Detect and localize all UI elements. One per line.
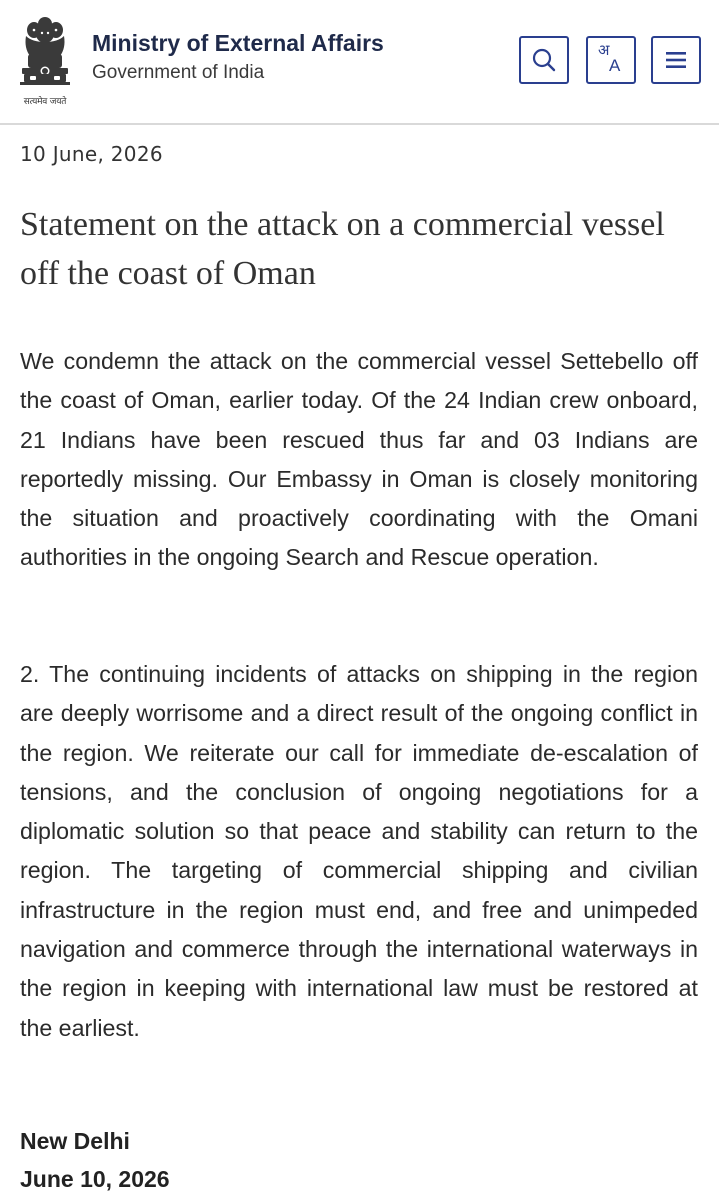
signoff-date: June 10, 2026 [20,1166,170,1192]
language-hindi-glyph: अ [598,41,610,59]
search-button[interactable] [519,36,569,84]
language-toggle-icon [596,42,626,78]
ministry-title[interactable]: Ministry of External Affairs [92,30,384,56]
publish-date: 10 June, 2026 [20,142,163,166]
menu-button[interactable] [651,36,701,84]
national-emblem-logo[interactable] [12,12,78,108]
lion-capital-icon [12,12,78,94]
government-subtitle: Government of India [92,62,265,83]
article-paragraph-2: 2. The continuing incidents of attacks on shipping in the region are deeply worrisome and a direct result of the ongoing conflict in the region. We reiterate our call for immediate de-escalation of tensions, and the conclusion of ongoing negotiations for a diplomatic solution so that peace and stability can return to the region. The targeting of commercial shipping and civilian infrastructure in the region must end, and free and unimpeded navigation and commerce through the international waterways in the region in keeping with international law must be restored at the earliest. [20,661,698,1041]
emblem-motto: सत्यमेव जयते [23,97,67,107]
signoff-place: New Delhi [20,1128,130,1154]
article-title: Statement on the attack on a commercial vessel off the coast of Oman [20,206,665,292]
search-icon [531,47,557,73]
language-toggle-button[interactable] [586,36,636,84]
article-paragraph-1: We condemn the attack on the commercial vessel Settebello off the coast of Oman, earlier today. Of the 24 Indian crew onboard, 21 Indians have been rescued thus far and 03 Indians are reportedly missing. Our Embassy in Oman is closely monitoring the situation and proactively coordinating with the Omani authorities in the ongoing Search and Rescue operation. [20,348,698,571]
language-english-glyph: A [609,56,621,75]
site-header [0,0,719,125]
hamburger-menu-icon [664,50,688,70]
